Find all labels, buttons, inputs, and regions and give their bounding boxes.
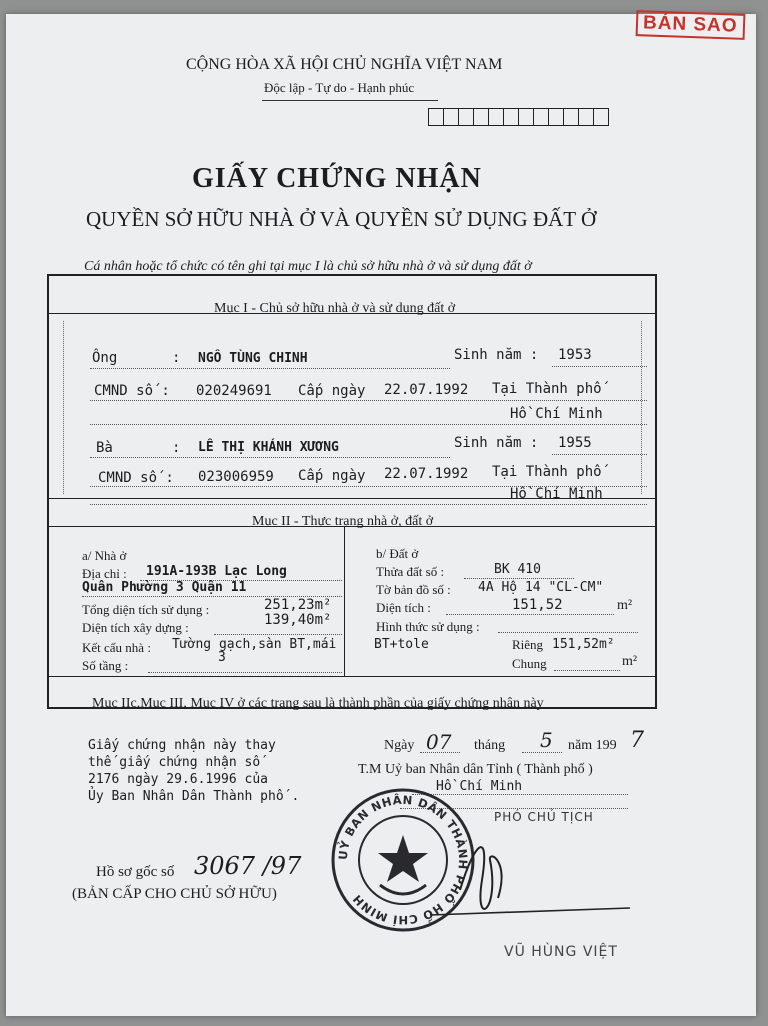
land-area-unit: m² [617, 598, 633, 613]
intro-text: Cá nhân hoặc tổ chức có tên ghi tại mục I là chủ sở hữu nhà ở và sử dụng đất ở [84, 259, 532, 274]
land-area-value: 151,52 [512, 597, 563, 613]
issuing-authority: T.M Uỷ ban Nhân dân Tỉnh ( Thành phố ) [358, 762, 593, 777]
floors-dots [148, 672, 342, 673]
owner1-place-label: Tại Thành phố [492, 381, 602, 397]
owner1-issued-label: Cấp ngày [298, 383, 366, 399]
built-area-label: Diện tích xây dựng : [82, 620, 189, 635]
owner2-name-dots [90, 457, 450, 458]
owner1-id: 020249691 [196, 383, 272, 399]
serial-number-boxes [428, 108, 609, 126]
plot-label: Thửa đất số : [376, 564, 445, 579]
owner1-place: Hồ Chí Minh [510, 406, 603, 422]
section2-column-divider [344, 526, 345, 676]
issue-month: 5 [540, 728, 553, 752]
issue-year-digit: 7 [630, 728, 644, 753]
footer-divider [49, 676, 655, 677]
signer-position: PHÓ CHỦ TỊCH [494, 810, 594, 824]
owner2-prefix: Bà [96, 440, 113, 456]
owner2-name: LÊ THỊ KHÁNH XƯƠNG [198, 440, 339, 455]
owner1-prefix: Ông [92, 350, 118, 366]
nation-header: CỘNG HÒA XÃ HỘI CHỦ NGHĨA VIỆT NAM [186, 56, 503, 73]
replacement-line4: Ủy Ban Nhân Dân Thành phố . [88, 789, 300, 804]
usage-continuation: BT+tole [374, 637, 429, 652]
section1-left-dots [63, 321, 64, 494]
usage-dots [498, 632, 638, 633]
house-label: a/ Nhà ở [82, 548, 127, 563]
owner2-issued-label: Cấp ngày [298, 468, 366, 484]
total-area-label: Tổng diện tích sử dụng : [82, 602, 210, 617]
map-label: Tờ bản đồ số : [376, 582, 451, 597]
floors-value: 3 [218, 650, 226, 665]
owner2-birth-dots [552, 454, 647, 455]
issuing-city: Hồ Chí Minh [436, 779, 523, 794]
floors-label: Số tầng : [82, 658, 129, 673]
built-area-value: 139,40m² [264, 612, 332, 628]
signer-name: VŨ HÙNG VIỆT [504, 944, 618, 960]
replacement-line2: thế giấy chứng nhận số [88, 755, 261, 770]
structure-label: Kết cấu nhà : [82, 640, 151, 655]
replacement-line3: 2176 ngày 29.6.1996 của [88, 772, 269, 787]
owner1-id-label: CMND số : [94, 383, 170, 399]
section2-heading: Mục II - Thực trạng nhà ở, đất ở [252, 514, 434, 529]
owner1-name-dots [90, 368, 450, 369]
owner2-id: 023006959 [198, 469, 274, 485]
house-address-line2: Quân Phường 3 Quận 11 [82, 580, 247, 595]
footer-note: Mục IIc,Mục III, Mục IV ở các trang sau là thành phần của giấy chứng nhận này [92, 696, 544, 711]
issue-day-dots [420, 752, 460, 753]
issue-day-label: Ngày [384, 738, 415, 753]
owner2-place: Hồ Chí Minh [510, 486, 603, 502]
copy-stamp: BẢN SAO [636, 10, 745, 40]
private-label: Riêng [512, 637, 544, 652]
section1-heading: Mục I - Chủ sở hữu nhà ở và sử dụng đất ở [214, 301, 456, 316]
file-number-label: Hồ sơ gốc số [96, 864, 175, 880]
land-area-dots [446, 614, 614, 615]
owner1-birth-dots [552, 366, 647, 367]
motto: Độc lập - Tự do - Hạnh phúc [264, 80, 415, 95]
land-label: b/ Đất ở [376, 546, 419, 561]
file-number: 3067 /97 [194, 852, 302, 880]
land-area-label: Diện tích : [376, 600, 431, 615]
owner2-place-dots [90, 504, 647, 505]
section1-right-dots [641, 321, 642, 494]
certificate-title: GIẤY CHỨNG NHẬN [192, 163, 482, 194]
owner1-name: NGÔ TÙNG CHINH [198, 351, 308, 366]
owner1-issued-date: 22.07.1992 [384, 382, 469, 398]
shared-unit: m² [622, 654, 638, 669]
seal-text: UỶ BAN NHÂN DÂN THÀNH PHỐ HỒ CHÍ MINH [335, 792, 471, 928]
plot-value: BK 410 [494, 562, 541, 577]
house-address-line1: 191A-193B Lạc Long [146, 564, 287, 579]
signature-icon [420, 820, 640, 930]
issue-day: 07 [426, 730, 452, 754]
owner2-place-label: Tại Thành phố [492, 464, 602, 480]
owner2-birth-label: Sinh năm : [454, 435, 539, 451]
issue-month-dots [522, 752, 562, 753]
owner2-colon: : [172, 440, 181, 456]
shared-label: Chung [512, 656, 547, 671]
owner1-birth-year: 1953 [558, 347, 592, 363]
issue-year-label: năm 199 [568, 738, 617, 753]
owner2-birth-year: 1955 [558, 435, 592, 451]
issue-month-label: tháng [474, 738, 506, 753]
house-address-label: Địa chỉ : [82, 566, 127, 581]
plot-dots [464, 578, 574, 579]
map-value: 4A Hộ 14 "CL-CM" [478, 580, 604, 595]
usage-label: Hình thức sử dụng : [376, 619, 480, 634]
owner2-issued-date: 22.07.1992 [384, 466, 469, 482]
built-area-dots [214, 634, 342, 635]
motto-underline [262, 100, 438, 101]
shared-dots [554, 670, 620, 671]
private-value: 151,52m² [552, 637, 615, 652]
structure-value: Tường gạch,sàn BT,mái [172, 637, 337, 652]
owner1-place-dots [90, 424, 647, 425]
owner1-birth-label: Sinh năm : [454, 347, 539, 363]
owner1-id-dots [90, 400, 647, 401]
certificate-subtitle: QUYỀN SỞ HỮU NHÀ Ở VÀ QUYỀN SỬ DỤNG ĐẤT Ở [86, 207, 597, 231]
copy-note: (BẢN CẤP CHO CHỦ SỞ HỮU) [72, 886, 277, 902]
owner2-id-label: CMND số : [98, 470, 174, 486]
replacement-line1: Giấy chứng nhận này thay [88, 738, 276, 753]
total-area-value: 251,23m² [264, 597, 332, 613]
owner1-colon: : [172, 350, 181, 366]
